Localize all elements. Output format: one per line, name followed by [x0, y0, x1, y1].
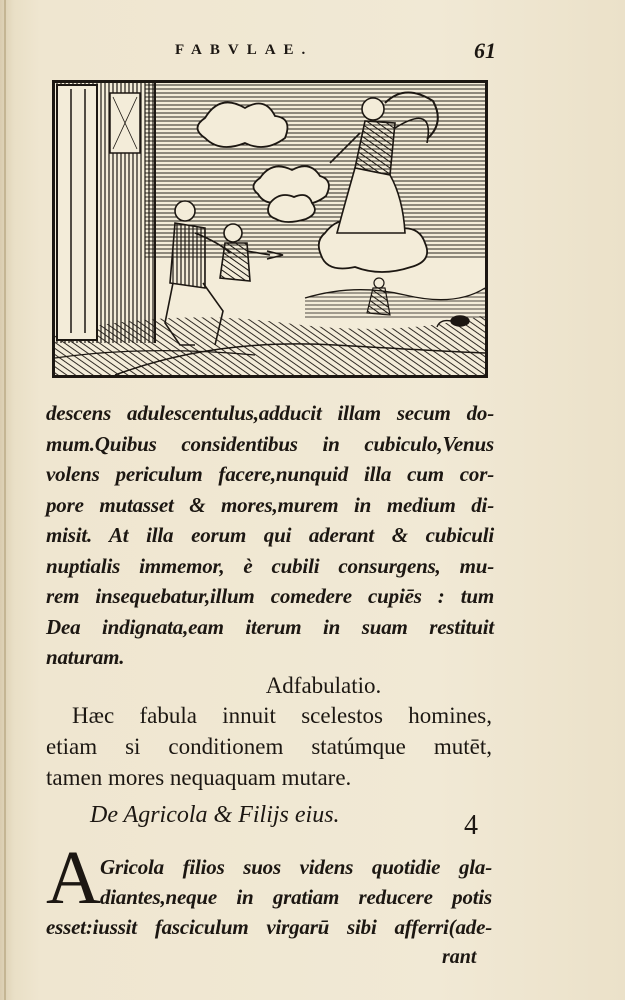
- text-line: descens adulescentulus,adducit illam secum do-: [46, 401, 494, 425]
- text-line: Dea indignata,eam iterum in suam restituit: [46, 614, 494, 639]
- next-fable-title: De Agricola & Filijs eius.: [90, 802, 340, 828]
- text-line: Hæc fabula innuit scelestos homines,: [72, 703, 492, 728]
- moral-text: [46, 700, 492, 793]
- next-fable-number: 4: [464, 810, 478, 841]
- running-head: [0, 38, 625, 64]
- woodcut-illustration-venus-on-cloud-icon: [55, 83, 485, 375]
- text-line: naturam.: [46, 645, 125, 669]
- text-line: pore mutasset & mores,murem in medium di-: [46, 492, 494, 517]
- next-fable-text-indented: [100, 852, 492, 912]
- text-line: volens periculum facere,nunquid illa cum cor-: [46, 462, 494, 486]
- text-line: etiam si conditionem statúmque mutēt,: [46, 734, 492, 759]
- text-line: mum.Quibus considentibus in cubiculo,Venus: [46, 431, 494, 456]
- page-number: 61: [474, 38, 496, 63]
- next-fable-text-full: [46, 912, 492, 943]
- page-gutter: [4, 0, 6, 1000]
- drop-cap: A: [46, 836, 101, 920]
- text-line: nuptialis immemor, è cubili consurgens, mu-: [46, 553, 494, 578]
- text-line: rem insequebatur,illum comedere cupiēs : tum: [46, 584, 494, 608]
- text-line: misit. At illa eorum qui aderant & cubiculi: [46, 523, 494, 547]
- moral-heading: Adfabulatio.: [265, 673, 382, 698]
- woodcut-illustration: [52, 80, 488, 378]
- running-title: FABVLAE.: [175, 42, 314, 58]
- text-line: Gricola filios suos videns quotidie gla-: [100, 855, 492, 879]
- catchword: rant: [442, 946, 477, 968]
- fable-text: [46, 398, 494, 673]
- text-line: diantes,neque in gratiam reducere potis: [100, 885, 492, 909]
- text-line: esset:iussit fasciculum virgarū sibi afferri(ade-: [46, 915, 492, 939]
- text-line: tamen mores nequaquam mutare.: [46, 765, 352, 790]
